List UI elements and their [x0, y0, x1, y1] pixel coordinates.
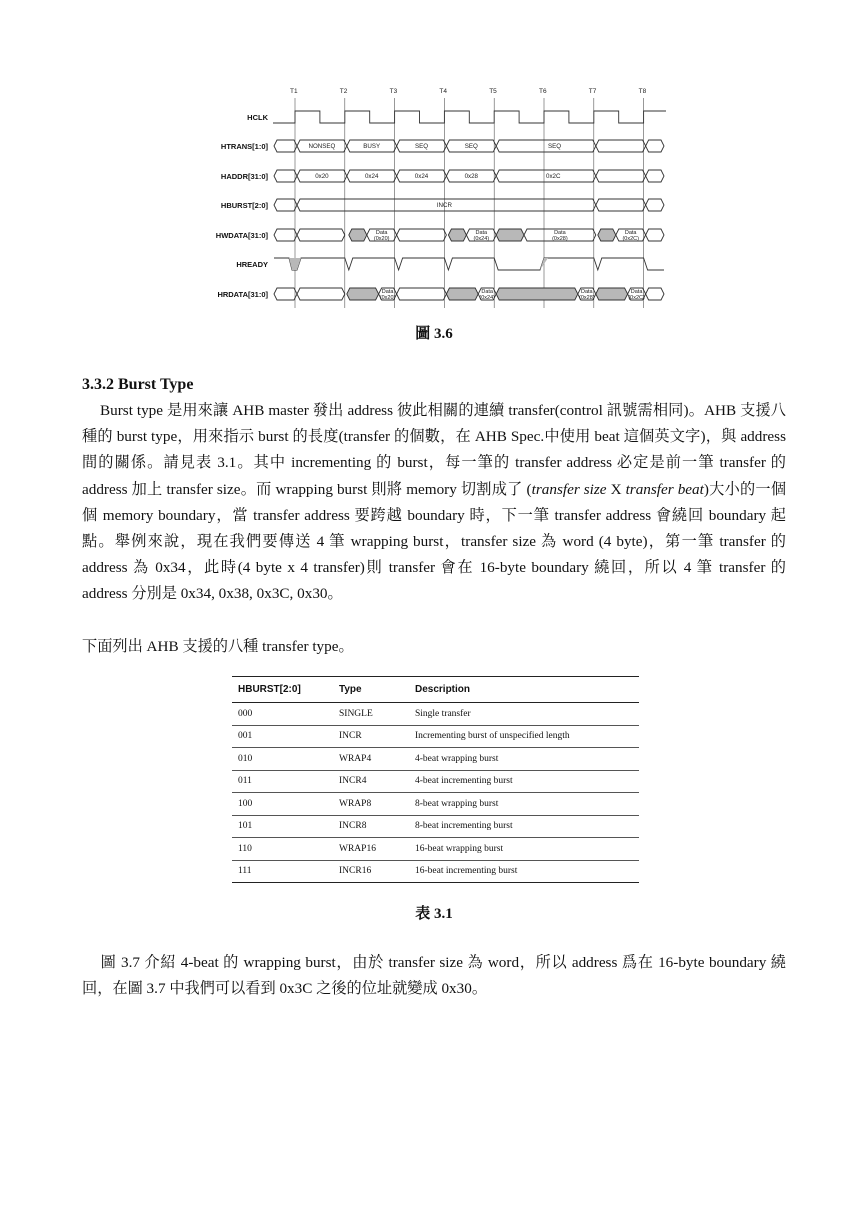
bus-segment	[274, 140, 297, 152]
data-label-line1: Data	[630, 289, 643, 295]
clock-label-t5: T5	[489, 88, 497, 95]
signal-name: HREADY	[236, 260, 268, 269]
table-row	[232, 838, 639, 861]
data-label-addr: (0x2C)	[622, 236, 639, 242]
bus-value-label: BUSY	[363, 143, 381, 151]
data-label-line1: Data	[481, 289, 494, 295]
hclk-wave	[273, 111, 666, 123]
cell-description: 4-beat incrementing burst	[409, 770, 639, 793]
bus-segment	[347, 288, 379, 300]
bus-value-label: NONSEQ	[308, 143, 336, 151]
bus-segment	[297, 229, 345, 241]
data-label-line1: Data	[554, 230, 566, 236]
cell-hburst: 111	[232, 860, 333, 883]
table-row	[232, 815, 639, 838]
bus-segment	[646, 199, 664, 211]
data-label-addr: (0x28)	[579, 295, 595, 301]
table-row	[232, 860, 639, 883]
bus-segment	[448, 229, 466, 241]
body-paragraph: Burst type 是用來讓 AHB master 發出 address 彼此相關的連續 transfer(control 訊號需相同)。AHB 支援八種的 burst type，用來指示 burst 的長度(transfer 的個數，在 AHB Spec.中使用 beat 這個英文字)，與 address 間的關係。請見表 3.1。其中 incrementing 的 burst，每一筆的 transfer address 必定是前一筆 transfer 的 address 加上 transfer size。而 wrapping burst 則將 memory 切割成了 (transfer size X transfer beat)大小的一個個 memory boundary，當 transfer address 要跨越 boundary 時，下一筆 transfer address 會繞回 boundary 起點。舉例來說，現在我們要傳送 4 筆 wrapping burst，transfer size 為 word (4 byte)，第一筆 transfer 的 address 為 0x34，此時(4 byte x 4 transfer)則 transfer 會在 16-byte boundary 繞回，所以 4 筆 transfer 的 address 分別是 0x34, 0x38, 0x3C, 0x30。	[82, 402, 787, 603]
bus-segment	[496, 229, 524, 241]
cell-type: SINGLE	[333, 703, 409, 726]
cell-description: 16-beat incrementing burst	[409, 860, 639, 883]
signal-name: HADDR[31:0]	[220, 172, 268, 181]
table-row	[232, 748, 639, 771]
bus-segment	[297, 288, 345, 300]
cell-hburst: 011	[232, 770, 333, 793]
data-label-line1: Data	[624, 230, 637, 236]
cell-type: INCR16	[333, 860, 409, 883]
bus-segment	[274, 229, 297, 241]
bus-segment	[646, 288, 664, 300]
signal-name: HWDATA[31:0]	[215, 231, 268, 240]
cell-hburst: 001	[232, 725, 333, 748]
data-label-line1: Data	[580, 289, 593, 295]
signal-name: HRDATA[31:0]	[217, 290, 268, 299]
data-label-line1: Data	[381, 289, 394, 295]
cell-description: Incrementing burst of unspecified length	[409, 725, 639, 748]
hready-wave	[274, 258, 664, 270]
data-label-addr: (0x20)	[379, 295, 396, 301]
bus-segment	[274, 288, 297, 300]
bus-segment	[646, 170, 664, 182]
data-label-line1: Data	[375, 230, 388, 236]
cell-hburst: 100	[232, 793, 333, 816]
data-label-addr: (0x24)	[473, 236, 490, 242]
table-row	[232, 703, 639, 726]
table-row	[232, 770, 639, 793]
bus-value-label: SEQ	[548, 143, 562, 151]
bus-segment	[596, 288, 628, 300]
clock-label-t8: T8	[638, 88, 647, 95]
cell-type: WRAP8	[333, 793, 409, 816]
data-label-addr: (0x2C)	[628, 295, 645, 301]
cell-hburst: 010	[232, 748, 333, 771]
bus-value-label: 0x2C	[546, 173, 561, 181]
bus-segment	[496, 140, 596, 152]
data-label-addr: (0x20)	[373, 236, 390, 242]
header-type: Type	[333, 677, 409, 703]
cell-type: INCR4	[333, 770, 409, 793]
cell-hburst: 101	[232, 815, 333, 838]
bus-segment	[598, 229, 616, 241]
signal-name: HTRANS[1:0]	[220, 142, 268, 151]
bus-value-label: 0x24	[364, 173, 379, 181]
bus-segment	[646, 229, 664, 241]
header-hburst: HBURST[2:0]	[232, 677, 333, 703]
cell-type: INCR	[333, 725, 409, 748]
cell-description: 8-beat incrementing burst	[409, 815, 639, 838]
cell-hburst: 110	[232, 838, 333, 861]
data-label-line1: Data	[475, 230, 488, 236]
cell-description: Single transfer	[409, 703, 639, 726]
cell-type: WRAP4	[333, 748, 409, 771]
cell-description: 8-beat wrapping burst	[409, 793, 639, 816]
clock-label-t6: T6	[539, 88, 547, 95]
bus-segment	[397, 229, 447, 241]
bus-value-label: 0x28	[464, 173, 479, 181]
timing-diagram-figure	[196, 82, 666, 314]
body-paragraph-figure37: 圖 3.7 介紹 4-beat 的 wrapping burst，由於 transfer size 為 word，所以 address 爲在 16-byte boundary 繞回，在圖 3.7 中我們可以看到 0x3C 之後的位址就變成 0x30。	[82, 954, 786, 998]
table-caption: 表 3.1	[415, 906, 453, 922]
cell-hburst: 000	[232, 703, 333, 726]
bus-segment	[596, 199, 646, 211]
header-description: Description	[409, 677, 639, 703]
bus-segment	[274, 170, 297, 182]
burst-type-table	[232, 676, 639, 883]
cell-type: INCR8	[333, 815, 409, 838]
bus-segment	[596, 140, 646, 152]
bus-segment	[596, 170, 646, 182]
bus-value-label: 0x24	[414, 173, 429, 181]
clock-label-t1: T1	[290, 88, 298, 95]
cell-description: 4-beat wrapping burst	[409, 748, 639, 771]
bus-segment	[397, 288, 447, 300]
bus-value-label: INCR	[436, 202, 452, 210]
clock-label-t4: T4	[439, 88, 447, 95]
bus-segment	[496, 288, 578, 300]
bus-segment	[646, 140, 664, 152]
section-heading: 3.3.2 Burst Type	[82, 376, 194, 393]
bus-value-label: SEQ	[464, 143, 478, 151]
table-row	[232, 793, 639, 816]
cell-type: WRAP16	[333, 838, 409, 861]
data-label-addr: (0x28)	[552, 236, 568, 242]
bus-segment	[446, 288, 478, 300]
bus-value-label: SEQ	[414, 143, 429, 151]
bus-segment	[274, 199, 297, 211]
signal-name: HCLK	[247, 113, 268, 122]
bus-value-label: 0x20	[315, 173, 329, 181]
figure-caption: 圖 3.6	[415, 326, 453, 342]
signal-name: HBURST[2:0]	[220, 201, 268, 210]
bus-segment	[349, 229, 367, 241]
clock-label-t2: T2	[339, 88, 348, 95]
table-header-row	[232, 677, 639, 703]
data-label-addr: (0x24)	[479, 295, 495, 301]
body-paragraph-list-intro: 下面列出 AHB 支援的八種 transfer type。	[82, 638, 354, 655]
table-row	[232, 725, 639, 748]
clock-label-t3: T3	[389, 88, 398, 95]
clock-label-t7: T7	[588, 88, 597, 95]
cell-description: 16-beat wrapping burst	[409, 838, 639, 861]
